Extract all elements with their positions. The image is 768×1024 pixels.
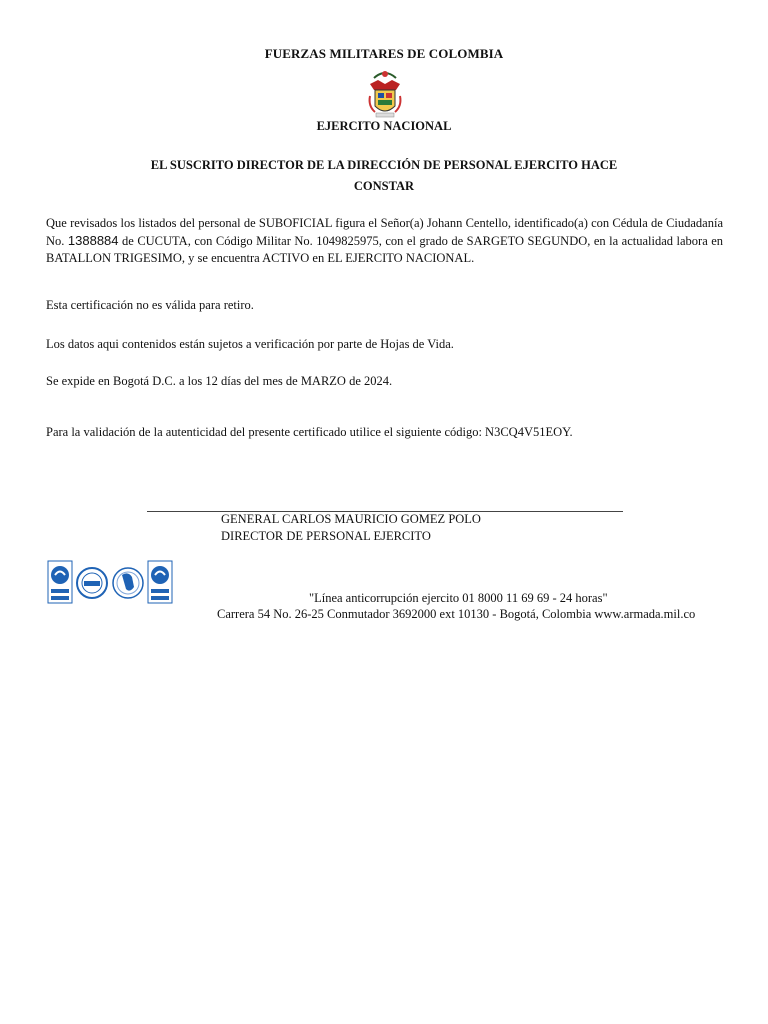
anticorruption-hotline: "Línea anticorrupción ejercito 01 8000 11 69 69 - 24 horas" (309, 591, 608, 605)
paragraph-part2: de CUCUTA, con Código Militar No. 1049825975, con el grado de SARGETO SEGUNDO, en la actualidad labora en BATALLON TRIGESIMO, y se encuentra ACTIVO en EL EJERCITO NACIONAL. (46, 234, 724, 265)
colombia-seal-icon (113, 568, 143, 598)
cedula-number: 1388884 (67, 233, 119, 248)
iso-14001-certification-icon (148, 561, 172, 603)
issue-date-note: Se expide en Bogotá D.C. a los 12 días del mes de MARZO de 2024. (46, 374, 393, 388)
certificate-title-line2: CONSTAR (353, 179, 415, 193)
footer-address: Carrera 54 No. 26-25 Conmutador 3692000 ext 10130 - Bogotá, Colombia www.armada.mil.co (217, 607, 696, 621)
iqnet-certification-icon (77, 568, 107, 598)
validation-code-note: Para la validación de la autenticidad del presente certificado utilice el siguiente código: N3CQ4V51EOY. (46, 425, 573, 439)
signer-name: GENERAL CARLOS MAURICIO GOMEZ POLO (221, 512, 481, 526)
signer-role: DIRECTOR DE PERSONAL EJERCITO (221, 529, 431, 543)
certification-paragraph (46, 215, 723, 267)
paragraph-part1: Que revisados los listados del personal de SUBOFICIAL figura el Señor(a) Johann Centello, identificado(a) con Cédula de Ciudadanía No. (46, 216, 723, 248)
certificate-title-line1: EL SUSCRITO DIRECTOR DE LA DIRECCIÓN DE PERSONAL EJERCITO HACE (150, 158, 618, 172)
institution-header: FUERZAS MILITARES DE COLOMBIA (264, 46, 504, 61)
verification-note: Los datos aqui contenidos están sujetos a verificación por parte de Hojas de Vida. (46, 337, 454, 351)
iso-9001-certification-icon (48, 561, 72, 603)
army-name: EJERCITO NACIONAL (316, 119, 452, 133)
certification-logos (46, 559, 176, 611)
retiro-note: Esta certificación no es válida para retiro. (46, 298, 254, 312)
army-coat-of-arms-icon (366, 66, 404, 120)
